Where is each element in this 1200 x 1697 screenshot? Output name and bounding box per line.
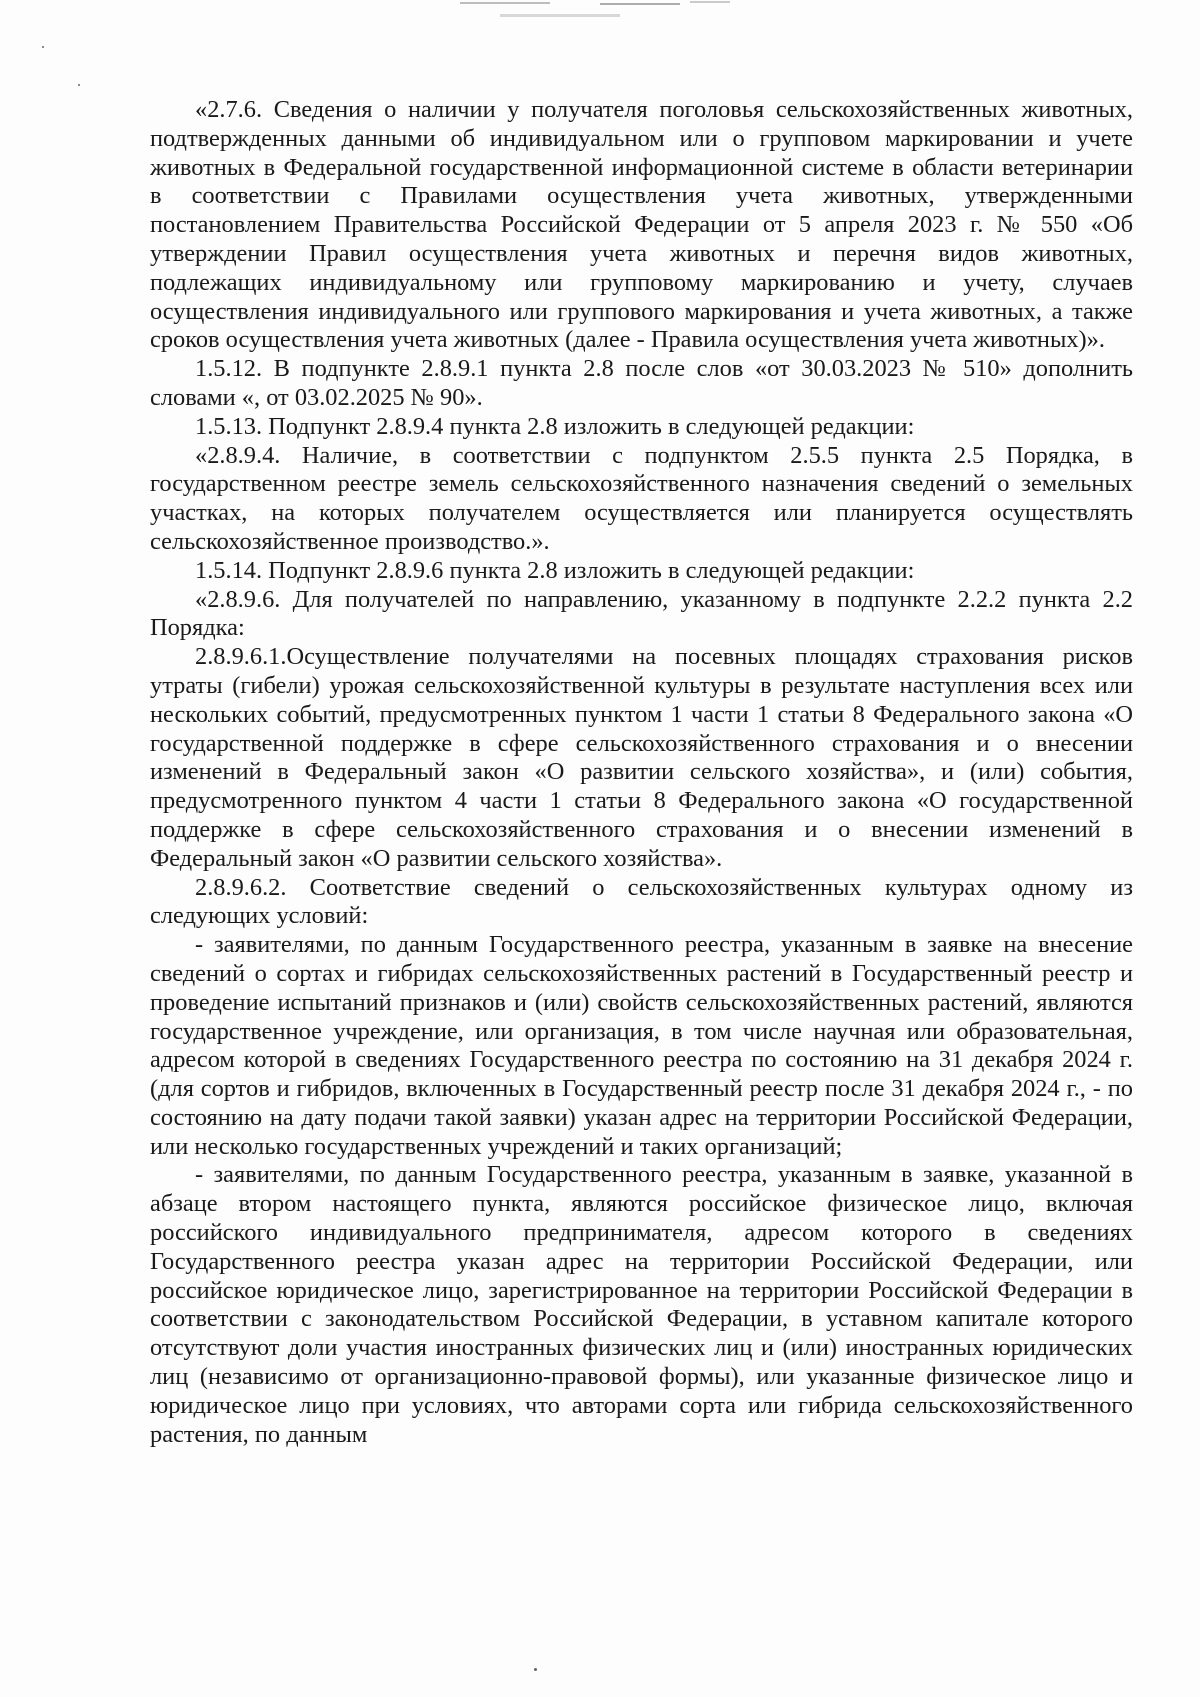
paragraph-1-5-12: 1.5.12. В подпункте 2.8.9.1 пункта 2.8 после слов «от 30.03.2023 № 510» дополнить словами «, от 03.02.2025 № 90».: [150, 355, 1133, 411]
document-body: [150, 96, 1133, 1449]
scan-artifact-header: [440, 0, 780, 30]
scan-speck: [42, 46, 44, 48]
paragraph-2-7-6: «2.7.6. Сведения о наличии у получателя поголовья сельскохозяйственных животных, подтвержденных данными об индивидуальном или о групповом маркировании и учете животных в Федеральной государственной информационной системе в области ветеринарии в соответствии с Правилами осуществления учета животных, утвержденными постановлением Правительства Российской Федерации от 5 апреля 2023 г. № 550 «Об утверждении Правил осуществления учета животных и перечня видов животных, подлежащих индивидуальному или групповому маркированию и учету, случаев осуществления индивидуального или группового маркирования и учета животных, а также сроков осуществления учета животных (далее - Правила осуществления учета животных)».: [150, 96, 1133, 354]
paragraph-2-8-9-4: «2.8.9.4. Наличие, в соответствии с подпунктом 2.5.5 пункта 2.5 Порядка, в государственном реестре земель сельскохозяйственного назначения сведений о земельных участках, на которых получателем осуществляется или планируется осуществлять сельскохозяйственное производство.».: [150, 441, 1133, 555]
scan-smudge: [600, 3, 680, 5]
paragraph-1-5-14: 1.5.14. Подпункт 2.8.9.6 пункта 2.8 изложить в следующей редакции:: [195, 556, 915, 584]
scan-smudge: [690, 1, 730, 3]
scan-speck: [534, 1668, 537, 1671]
scan-smudge: [500, 14, 620, 17]
paragraph-2-8-9-6-2: 2.8.9.6.2. Соответствие сведений о сельскохозяйственных культурах одному из следующих условий:: [150, 873, 1133, 930]
paragraph-2-8-9-6-1: 2.8.9.6.1.Осуществление получателями на посевных площадях страхования рисков утраты (гибели) урожая сельскохозяйственной культуры в результате наступления всех или нескольких событий, предусмотренных пунктом 1 части 1 статьи 8 Федерального закона «О государственной поддержке в сфере сельскохозяйственного страхования и о внесении изменений в Федеральный закон «О развитии сельского хозяйства», и (или) события, предусмотренного пунктом 4 части 1 статьи 8 Федерального закона «О государственной поддержке в сфере сельскохозяйственного страхования и о внесении изменений в Федеральный закон «О развитии сельского хозяйства».: [150, 643, 1133, 872]
list-item-condition-2: - заявителями, по данным Государственного реестра, указанным в заявке, указанной в абзаце втором настоящего пункта, являются российское физическое лицо, включая российского индивидуального предпринимателя, адресом которого в сведениях Государственного реестра указан адрес на территории Российской Федерации, или российское юридическое лицо, зарегистрированное на территории Российской Федерации в соответствии с законодательством Российской Федерации, в уставном капитале которого отсутствуют доли участия иностранных физических лиц и (или) иностранных юридических лиц (независимо от организационно-правовой формы), или указанные физическое лицо и юридическое лицо при условиях, что авторами сорта или гибрида сельскохозяйственного растения, по данным: [150, 1161, 1133, 1448]
paragraph-1-5-13: 1.5.13. Подпункт 2.8.9.4 пункта 2.8 изложить в следующей редакции:: [195, 412, 915, 440]
list-item-condition-1: - заявителями, по данным Государственного реестра, указанным в заявке на внесение сведений о сортах и гибридах сельскохозяйственных растений в Государственный реестр и проведение испытаний признаков и (или) свойств сельскохозяйственных растений, являются государственное учреждение, или организация, в том числе научная или образовательная, адресом которой в сведениях Государственного реестра по состоянию на 31 декабря 2024 г. (для сортов и гибридов, включенных в Государственный реестр после 31 декабря 2024 г., - по состоянию на дату подачи такой заявки) указан адрес на территории Российской Федерации, или несколько государственных учреждений и таких организаций;: [150, 931, 1133, 1160]
scan-speck: [78, 84, 80, 86]
scan-smudge: [460, 2, 550, 4]
paragraph-2-8-9-6: «2.8.9.6. Для получателей по направлению, указанному в подпункте 2.2.2 пункта 2.2 Порядка:: [150, 585, 1133, 642]
